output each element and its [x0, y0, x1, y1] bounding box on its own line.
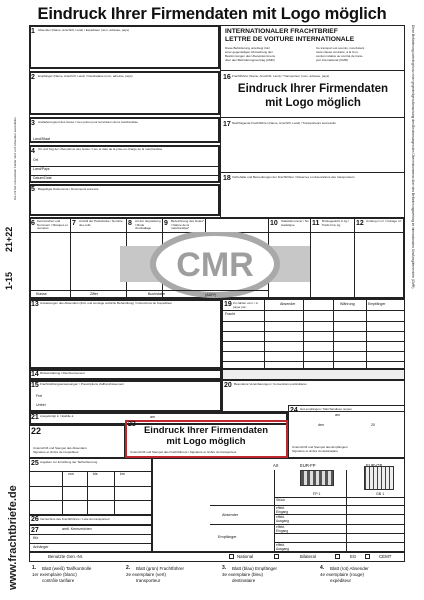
field-1-label: Absender (Name, Anschrift, Land) / Expéditeur (nom, adresse, pays)	[38, 28, 130, 32]
field-21-number: 21	[31, 414, 39, 421]
field-16-label: Frachtführer (Name, Anschrift, Land) / Transporteur (nom, adresse, pays)	[232, 74, 330, 78]
logo-line-2: mit Logo möglich	[265, 96, 361, 109]
field-15-number: 15	[31, 382, 39, 389]
title-line-1: INTERNATIONALER FRACHTBRIEF	[225, 28, 338, 35]
field-8-label: Art der Verpackung / Mode d'emballage	[135, 219, 161, 231]
cemt-label: CEMT	[379, 554, 392, 559]
field-23-number: 23	[128, 421, 136, 428]
pallet-sender-out: Ausgang	[276, 519, 290, 523]
left-margin-copy-range-2: 21+22	[4, 226, 14, 252]
field-9-number: 9	[164, 220, 168, 227]
national-checkbox[interactable]	[229, 554, 234, 559]
field-4-country: Land/Pays	[33, 167, 50, 171]
field-14-right	[222, 369, 405, 380]
field-7-number: 7	[72, 220, 76, 227]
field-21-on: am	[150, 415, 155, 419]
field-26-number: 26	[31, 516, 39, 523]
payment-col-currency: Währung	[340, 302, 355, 306]
field-25-label: Angaben zur Ermittlung der Tarifentfernung	[40, 460, 98, 464]
field-7-label: Anzahl der Packstücke / Nombre des colis	[79, 219, 123, 227]
cmr-stamp-text: CMR	[176, 246, 254, 284]
field-24-den: den	[318, 423, 324, 427]
pallet-type-label: Art	[273, 463, 279, 468]
title-line-2: LETTRE DE VOITURE INTERNATIONALE	[225, 36, 355, 43]
field-24-on: am	[335, 413, 340, 417]
field-3-number: 3	[31, 120, 35, 127]
pallet-sender-label: Absender	[222, 513, 239, 517]
payment-col-sender: Absender	[280, 302, 296, 306]
field-27-number: 27	[31, 527, 39, 534]
field-24-year: 20	[371, 423, 375, 427]
vehicle-plate-label: amtl. Kennzeichen	[62, 527, 92, 531]
field-19-number: 19	[224, 301, 232, 308]
field-20-label: Besondere Vereinbarungen / Conventions particulières	[234, 382, 307, 386]
field-17-successive-carriers[interactable]	[221, 118, 405, 172]
logo-line-2b: mit Logo möglich	[166, 436, 246, 448]
field-18-reservations[interactable]	[221, 173, 405, 217]
field-12-label: Umfang in m³ / Cubage m³	[366, 219, 402, 223]
payment-row-freight: Fracht	[225, 312, 236, 316]
field-11-label: Bruttogewicht in kg / Poids brut, kg	[322, 219, 350, 227]
field-18-label: Vorbehalte und Bemerkungen der Frachtführer / Réserves et observations des transporteurs	[232, 175, 355, 179]
field-10-number: 10	[270, 220, 278, 227]
field-13-instructions[interactable]	[29, 299, 222, 369]
pallet-sender-in: Eingang	[276, 510, 289, 514]
pallet-consignee-effekt-in: effekt.	[276, 525, 285, 529]
right-margin-note: Diese Beförderung unterliegt trotz einer gegenteiligen Abmachung den Bestimmungen des Übereinkommens über den Beförderungsvertrag im internationalen Straßengüterverkehr (CMR).	[411, 25, 415, 290]
field-1-number: 1	[31, 28, 35, 35]
field-5-number: 5	[31, 186, 35, 193]
field-2-label: Empfänger (Name, Anschrift, Land) / Destinataire (nom, adresse, pays)	[38, 74, 133, 78]
freight-unfree-label: Unfrei	[36, 403, 46, 407]
freight-free-label: Frei	[36, 394, 43, 398]
pallet-eur-fp-label: EUR-FP	[300, 463, 316, 468]
payment-col-consignee: Empfänger	[368, 302, 386, 306]
permit-number-label: Benutzte Gen.-Nr.	[48, 554, 84, 559]
left-margin-website: www.frachtbriefe.de	[7, 485, 19, 590]
pallet-sender-effekt-out: effekt.	[276, 515, 285, 519]
field-15-label: Frachtzahlungsanweisungen / Prescriptions d'affranchissement	[40, 382, 124, 386]
field-24-number: 24	[290, 407, 298, 414]
left-margin-notes: Die mit fett umrandeten Felder sind vom Absender auszufüllen	[13, 117, 17, 200]
field-4-place: Ort	[33, 158, 38, 162]
field-9-label: Bezeichnung des Gutes* / Nature de la marchandise*	[171, 219, 205, 231]
bilateral-label: Bilateral	[300, 554, 316, 559]
carrier-logo-placeholder	[222, 83, 404, 111]
permit-row	[29, 552, 405, 562]
adr-class-label: Klasse	[36, 292, 47, 296]
vehicle-truck-label: Kfz	[33, 536, 39, 540]
national-label: National	[237, 554, 254, 559]
pallet-consignee-in: Eingang	[276, 529, 289, 533]
field-8-number: 8	[128, 220, 132, 227]
eg-label: EG	[350, 554, 357, 559]
field-6-number: 6	[31, 220, 35, 227]
logo-line-1b: Eindruck Ihrer Firmendaten	[143, 425, 269, 436]
euro-pallet-icon	[300, 470, 334, 486]
field-4-number: 4	[31, 148, 35, 155]
distance-from: von	[68, 472, 74, 476]
field-24-label: Gut empfangen / Marchandises reçues	[300, 407, 352, 411]
field-25-number: 25	[31, 460, 39, 467]
field-4-label: Ort und Tag der Übernahme des Gutes / Lieu et date de la prise en charge de la marchandise	[38, 147, 163, 151]
field-23-label: Unterschrift und Stempel des Frachtführers / Signature et timbre du transporteur	[130, 450, 237, 454]
field-3-label: Auslieferungsort des Gutes / Lieu prévu pour la livraison de la marchandise	[38, 120, 138, 124]
logo-line-1: Eindruck Ihrer Firmendaten	[237, 83, 389, 95]
distance-to: bis	[93, 472, 98, 476]
field-13-number: 13	[31, 301, 39, 308]
adr-digit-label: Ziffer	[90, 292, 99, 296]
field-4-date: Datum/Date	[33, 176, 52, 180]
eg-checkbox[interactable]	[335, 554, 340, 559]
pallet-consignee-out: Ausgang	[276, 547, 290, 551]
pallet-sender-effekt-in: effekt.	[276, 506, 285, 510]
field-11-number: 11	[312, 220, 320, 227]
pallet-consignee-label: Empfänger	[218, 535, 237, 539]
pallet-gb1-label: GB 1	[376, 492, 385, 496]
field-19-label: Zu zahlen vom: / A payer par:	[233, 301, 258, 309]
bilateral-checkbox[interactable]	[274, 554, 279, 559]
field-18-number: 18	[223, 175, 231, 182]
field-26-label: Verzeichnis des Frachtführers / Liste du transporteur	[40, 517, 110, 521]
field-14-number: 14	[31, 371, 39, 378]
field-6-label: Kennzeichen und Nummern / Marques et numéros	[37, 219, 68, 231]
field-5-label: Beigefügte Dokumente / Documents annexés	[38, 187, 99, 191]
field-12-number: 12	[356, 220, 364, 227]
adr-letter-label: Buchstabe	[148, 292, 165, 296]
field-16-number: 16	[223, 74, 231, 81]
left-margin-copy-range: 1-15	[4, 271, 14, 290]
gitterbox-icon	[364, 466, 394, 490]
field-13-label: Anweisungen des Absenders (Zoll- und sonstige amtliche Behandlung) / Instructions de l'expéditeur	[40, 301, 173, 305]
cemt-checkbox[interactable]	[365, 554, 370, 559]
pallet-fp1-label: FP 1	[313, 492, 321, 496]
field-17-number: 17	[223, 121, 231, 128]
field-20-number: 20	[224, 382, 232, 389]
field-17-label: Nachfolgende Frachtführer (Name, Anschrift, Land) / Transporteurs successifs	[232, 121, 336, 125]
pallet-pieces-label: Stück	[276, 498, 285, 502]
title-box: INTERNATIONALER FRACHTBRIEF LETTRE DE VOITURE INTERNATIONALE Diese Beförderung unterliegt trotz einer gegenteiligen Abmachung den Bestimmungen des Übereinkommens über den Beförderungsvertrag (CMR) Ce transport est soumis, nonobstant toute clause contraire, à la Con- vention relative au contrat de trans- port international (CMR)	[225, 28, 365, 62]
field-3-country: Land/Staat	[33, 137, 50, 141]
page-title: Eindruck Ihrer Firmendaten mit Logo möglich	[37, 5, 387, 23]
vehicle-trailer-label: Anhänger	[33, 545, 49, 549]
adr-label: (ADR*)	[205, 293, 217, 297]
field-10-label: Statistiknummer / No statistique	[281, 219, 309, 227]
field-14-label: Rückerstattung / Remboursement	[40, 371, 85, 375]
pallet-consignee-effekt-out: effekt.	[276, 543, 285, 547]
field-21-label: Ausgefertigt in / Etablie à	[40, 414, 74, 418]
field-2-number: 2	[31, 74, 35, 81]
distance-km: km	[120, 472, 125, 476]
field-22-number: 22	[31, 426, 42, 436]
signature-logo-placeholder	[126, 425, 286, 448]
